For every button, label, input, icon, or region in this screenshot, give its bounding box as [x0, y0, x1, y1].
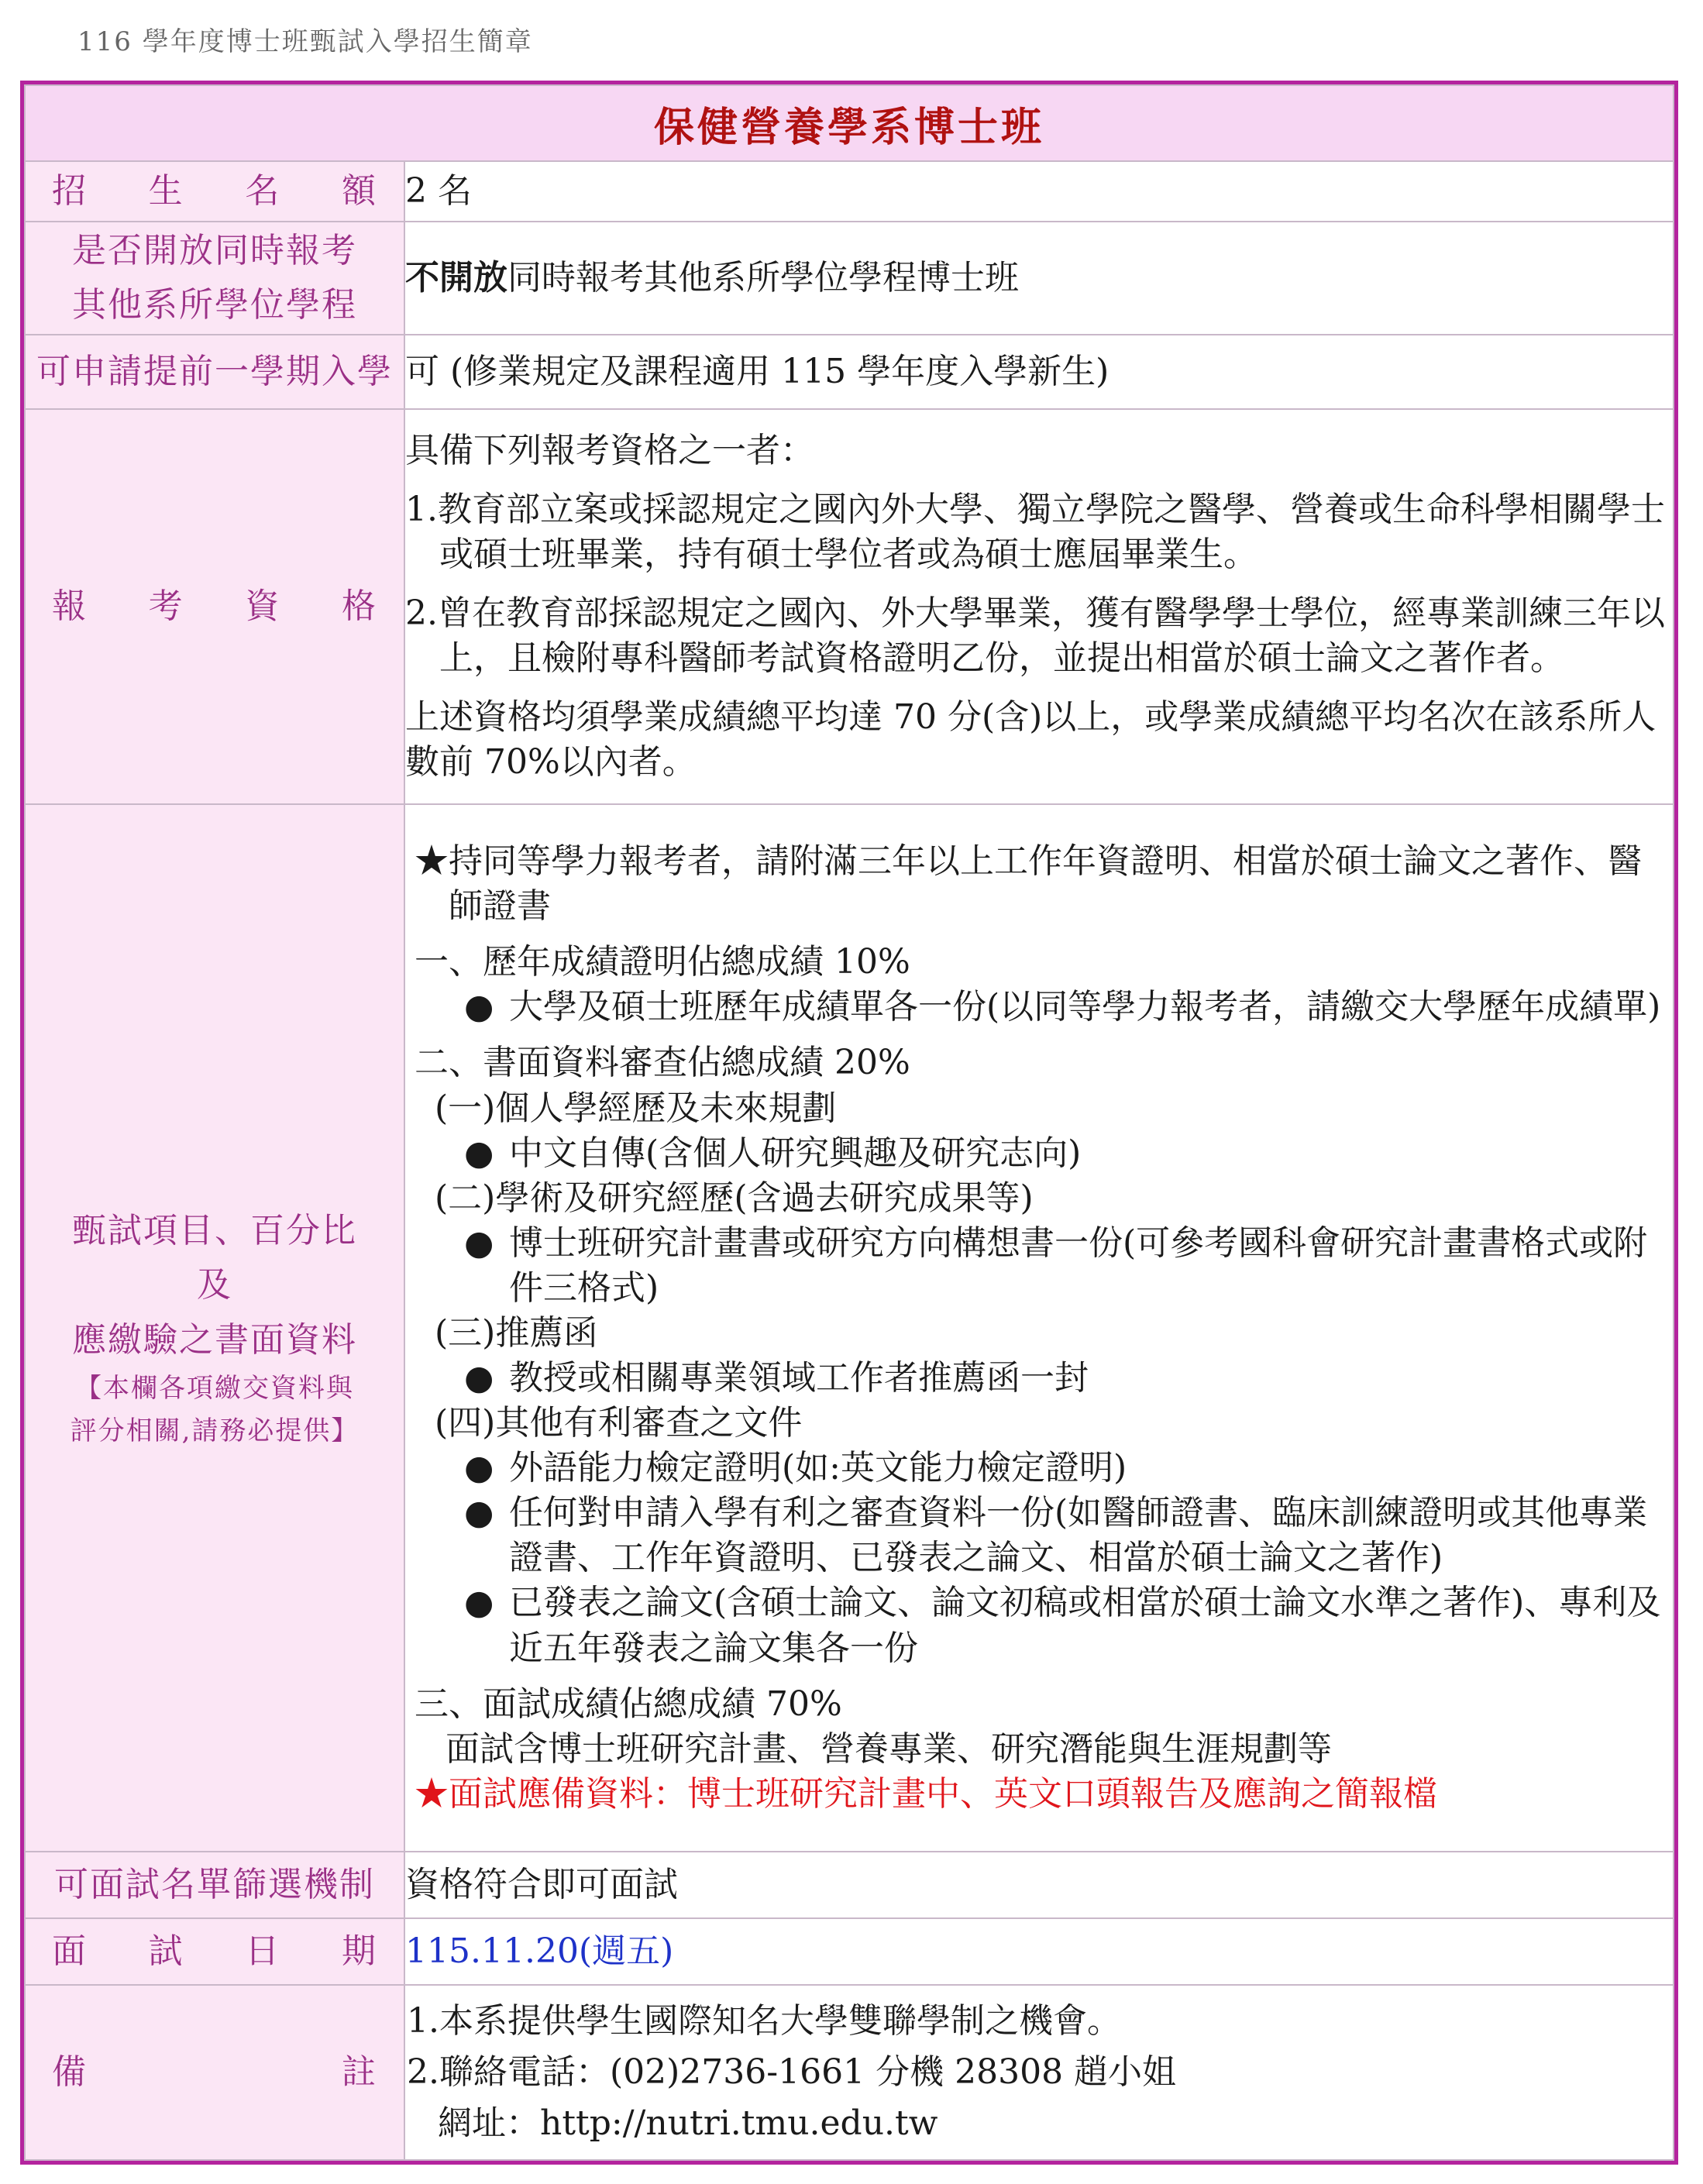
concurrent-bold: 不開放 — [405, 257, 507, 298]
concurrent-label-line2: 其他系所學位學程 — [72, 285, 357, 325]
remarks-row — [25, 1985, 1674, 2160]
qualification-row — [25, 409, 1674, 804]
qualification-content — [404, 409, 1674, 804]
section-3-title: 三、面試成績佔總成績 70% — [415, 1684, 842, 1724]
bullet-icon: ● — [464, 1493, 494, 1533]
list-item: ● 外語能力檢定證明(如:英文能力檢定證明) — [415, 1446, 1673, 1491]
bullet-icon: ● — [464, 1133, 494, 1173]
department-title: 保健營養學系博士班 — [25, 85, 1674, 161]
exam-items-row — [25, 804, 1674, 1852]
concurrent-value — [404, 222, 1674, 335]
qualification-label: 報 考 資 格 — [25, 409, 404, 804]
bullet-icon: ● — [464, 987, 494, 1027]
interview-date-value: 115.11.20(週五) — [404, 1918, 1674, 1985]
exam-items-content — [404, 804, 1674, 1852]
bullet-icon: ● — [464, 1448, 494, 1488]
admission-table — [24, 84, 1674, 2161]
screening-row — [25, 1852, 1674, 1918]
bullet-icon: ● — [464, 1223, 494, 1263]
bullet-icon: ● — [464, 1583, 494, 1623]
section-2-title: 二、書面資料審查佔總成績 20% — [415, 1043, 910, 1083]
list-item: ● 大學及碩士班歷年成績單各一份(以同等學力報考者，請繳交大學歷年成績單) — [415, 985, 1673, 1030]
exam-items-label-note2: 評分相關,請務必提供】 — [70, 1415, 360, 1446]
remarks-website[interactable]: 網址：http://nutri.tmu.edu.tw — [438, 2103, 938, 2143]
quota-value: 2 名 — [404, 161, 1674, 222]
admission-table-frame — [20, 81, 1678, 2165]
section-2b-title: (二)學術及研究經歷(含過去研究成果等) — [435, 1178, 1034, 1218]
screening-label: 可面試名單篩選機制 — [25, 1852, 404, 1918]
list-item: ● 教授或相關專業領域工作者推薦函一封 — [415, 1356, 1673, 1401]
remarks-line-2: 2.聯絡電話：(02)2736-1661 分機 28308 趙小姐 — [407, 2052, 1177, 2092]
section-1-title: 一、歷年成績證明佔總成績 10% — [415, 942, 910, 982]
list-item: ● 已發表之論文(含碩士論文、論文初稿或相當於碩士論文水準之著作)、專利及近五年發表之論文集各一份 — [415, 1580, 1673, 1670]
remarks-line-1: 1.本系提供學生國際知名大學雙聯學制之機會。 — [407, 2001, 1121, 2041]
exam-items-label-line3: 應繳驗之書面資料 — [72, 1319, 357, 1360]
remarks-content — [404, 1985, 1674, 2160]
concurrent-rest: 同時報考其他系所學位學程博士班 — [507, 257, 1019, 298]
interview-date-label: 面 試 日 期 — [25, 1918, 404, 1985]
concurrent-label-line1: 是否開放同時報考 — [72, 230, 357, 270]
exam-items-label — [25, 804, 404, 1852]
concurrent-label — [25, 222, 404, 335]
bullet-icon: ● — [464, 1358, 494, 1398]
document-header: 116 學年度博士班甄試入學招生簡章 — [77, 26, 533, 57]
quota-label: 招 生 名 額 — [25, 161, 404, 222]
screening-value: 資格符合即可面試 — [404, 1852, 1674, 1918]
section-2a-title: (一)個人學經歷及未來規劃 — [435, 1088, 837, 1128]
qualification-item-1: 1.教育部立案或採認規定之國內外大學、獨立學院之醫學、營養或生命科學相關學士或碩士班畢業，持有碩士學位者或為碩士應屆畢業生。 — [405, 489, 1665, 574]
exam-items-label-note1: 【本欄各項繳交資料與 — [75, 1373, 354, 1405]
section-2d-title: (四)其他有利審查之文件 — [435, 1403, 803, 1443]
qualification-item-2: 2.曾在教育部採認規定之國內、外大學畢業，獲有醫學學士學位，經專業訓練三年以上，且檢附專科醫師考試資格證明乙份，並提出相當於碩士論文之著作者。 — [405, 593, 1665, 679]
early-label: 可申請提前一學期入學 — [25, 335, 404, 409]
interview-date-row — [25, 1918, 1674, 1985]
qualification-intro: 具備下列報考資格之一者： — [405, 430, 814, 470]
list-item: ● 中文自傳(含個人研究興趣及研究志向) — [415, 1131, 1673, 1176]
list-item: ● 任何對申請入學有利之審查資料一份(如醫師證書、臨床訓練證明或其他專業證書、工作年資證明、已發表之論文、相當於碩士論文之著作) — [415, 1491, 1673, 1580]
early-value: 可 (修業規定及課程適用 115 學年度入學新生) — [404, 335, 1674, 409]
early-row — [25, 335, 1674, 409]
remarks-label: 備 註 — [25, 1985, 404, 2160]
equivalent-note: ★持同等學力報考者，請附滿三年以上工作年資證明、相當於碩士論文之著作、醫師證書 — [415, 841, 1642, 927]
section-3-desc: 面試含博士班研究計畫、營養專業、研究潛能與生涯規劃等 — [446, 1728, 1332, 1769]
section-2c-title: (三)推薦函 — [435, 1312, 598, 1353]
exam-items-label-line2: 及 — [197, 1265, 232, 1305]
exam-items-label-line1: 甄試項目、百分比 — [72, 1211, 357, 1251]
concurrent-row — [25, 222, 1674, 335]
qualification-note: 上述資格均須學業成績總平均達 70 分(含)以上，或學業成績總平均名次在該系所人數前 70%以內者。 — [405, 697, 1657, 782]
interview-materials-note: ★面試應備資料：博士班研究計畫中、英文口頭報告及應詢之簡報檔 — [415, 1773, 1437, 1814]
list-item: ● 博士班研究計畫書或研究方向構想書一份(可參考國科會研究計畫書格式或附件三格式) — [415, 1221, 1673, 1311]
quota-row — [25, 161, 1674, 222]
